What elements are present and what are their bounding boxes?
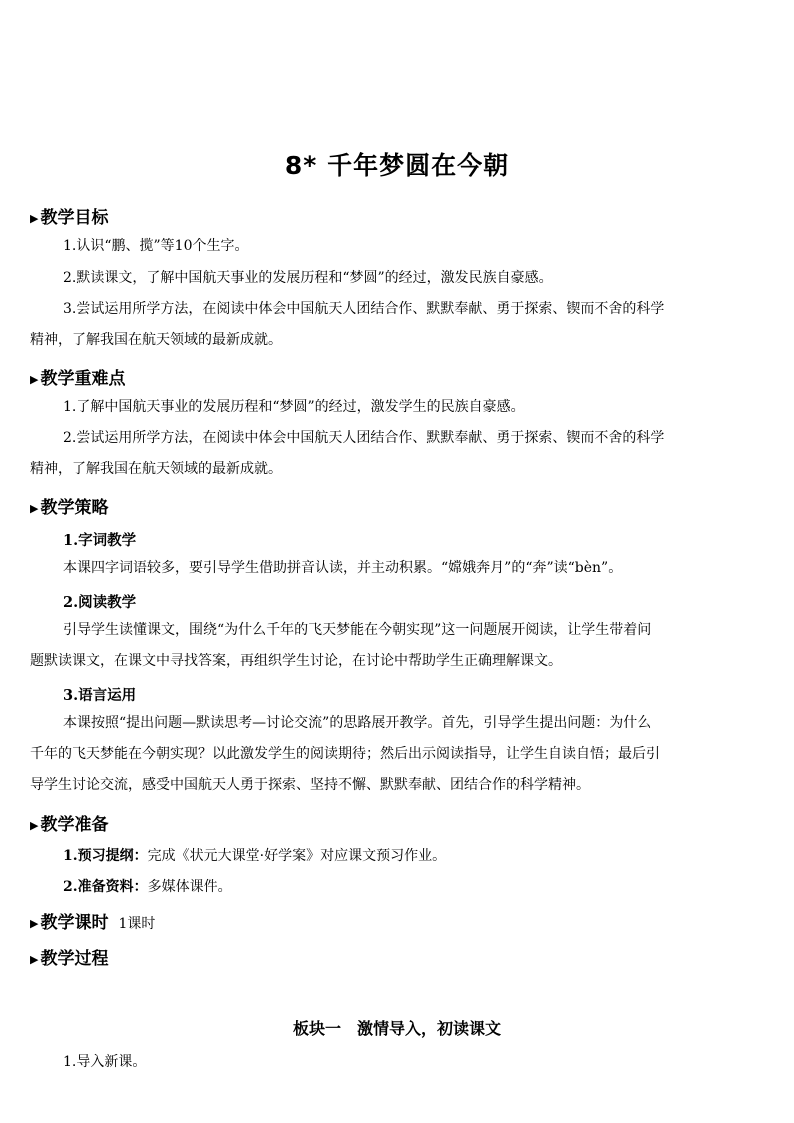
keypoint-item-continued: 精神，了解我国在航天领域的最新成就。	[30, 461, 282, 477]
strategy-heading: ▶ 教学策略	[30, 498, 109, 518]
strategy-text: 千年的飞天梦能在今朝实现？以此激发学生的阅读期待；然后出示阅读指导，让学生自读自悟；最后引	[30, 746, 660, 762]
section-title: 板块一 激情导入，初读课文	[292, 1019, 501, 1038]
strategy-text: 题默读课文，在课文中寻找答案，再组织学生讨论，在讨论中帮助学生正确理解课文。	[30, 653, 562, 669]
lesson-title: 8* 千年梦圆在今朝	[284, 151, 510, 180]
preparation-item: 2.准备资料：多媒体课件。	[63, 879, 232, 895]
triangle-marker-icon: ▶	[30, 212, 39, 225]
keypoint-item: 2.尝试运用所学方法，在阅读中体会中国航天人团结合作、默默奉献、勇于探索、锲而不舍的科学	[63, 430, 665, 446]
strategy-subheading: 2.阅读教学	[63, 594, 137, 611]
triangle-marker-icon: ▶	[30, 953, 39, 966]
strategy-text: 导学生讨论交流，感受中国航天人勇于探索、坚持不懈、默默奉献、团结合作的科学精神。	[30, 777, 590, 793]
process-heading: ▶ 教学过程	[30, 949, 109, 969]
keypoints-heading: ▶ 教学重难点	[30, 369, 126, 389]
triangle-marker-icon: ▶	[30, 502, 39, 515]
strategy-subheading: 1.字词教学	[63, 532, 137, 549]
triangle-marker-icon: ▶	[30, 917, 39, 930]
preparation-item: 1.预习提纲：完成《状元大课堂·好学案》对应课文预习作业。	[63, 848, 447, 864]
strategy-text: 本课按照“提出问题—默读思考—讨论交流”的思路展开教学。首先，引导学生提出问题：为什么	[63, 715, 652, 731]
objective-item: 2.默读课文，了解中国航天事业的发展历程和“梦圆”的经过，激发民族自豪感。	[63, 270, 553, 286]
objective-item-continued: 精神，了解我国在航天领域的最新成就。	[30, 332, 282, 348]
hours-heading: ▶ 教学课时 1课时	[30, 913, 156, 933]
strategy-subheading: 3.语言运用	[63, 687, 137, 704]
strategy-text: 引导学生读懂课文，围绕“为什么千年的飞天梦能在今朝实现”这一问题展开阅读，让学生带着问	[63, 622, 652, 638]
triangle-marker-icon: ▶	[30, 819, 39, 832]
objective-item: 1.认识“鹏、揽”等10个生字。	[63, 238, 249, 254]
strategy-text: 本课四字词语较多，要引导学生借助拼音认读，并主动积累。“嫦娥奔月”的“奔”读“bèn”。	[63, 560, 623, 576]
hours-value: 1课时	[118, 916, 156, 932]
process-item: 1.导入新课。	[63, 1054, 147, 1070]
keypoint-item: 1.了解中国航天事业的发展历程和“梦圆”的经过，激发学生的民族自豪感。	[63, 399, 525, 415]
objectives-heading: ▶ 教学目标	[30, 208, 109, 228]
preparation-heading: ▶ 教学准备	[30, 815, 109, 835]
objective-item: 3.尝试运用所学方法，在阅读中体会中国航天人团结合作、默默奉献、勇于探索、锲而不舍的科学	[63, 301, 665, 317]
triangle-marker-icon: ▶	[30, 373, 39, 386]
